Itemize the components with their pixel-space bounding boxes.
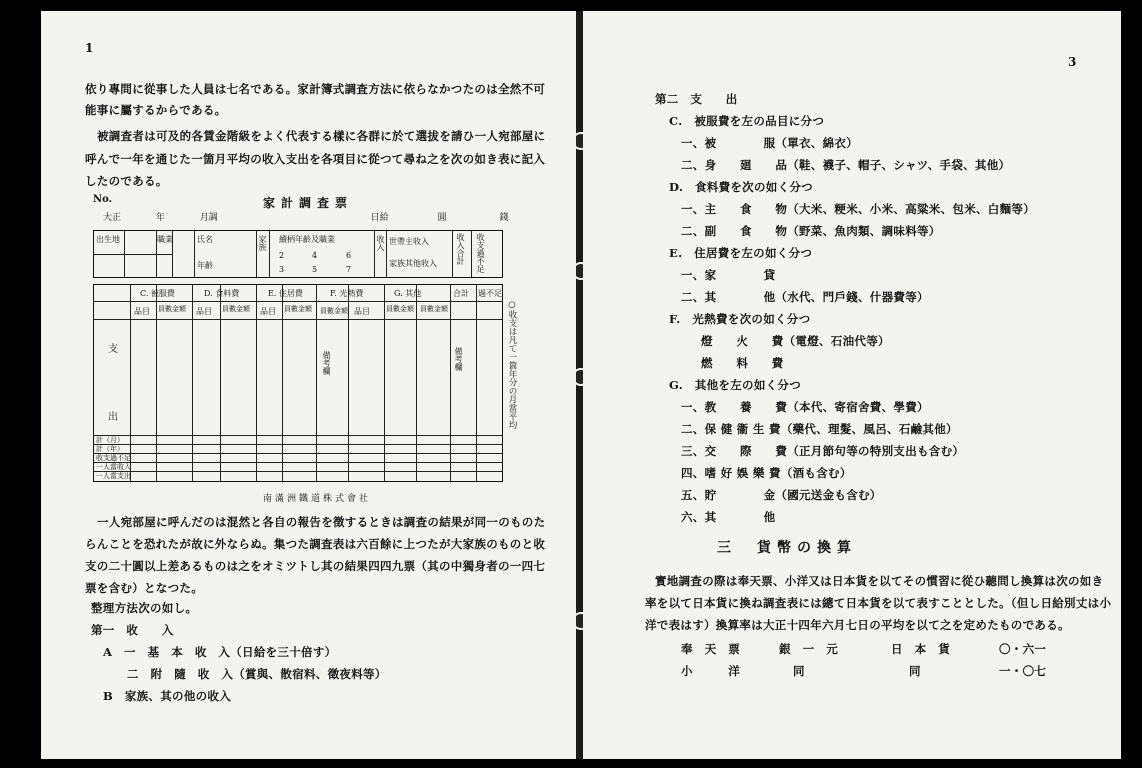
paragraph-line: 率を以て日本貨に換ね調査表には總て日本貨を以て表すこととした。（但し日給別丈は小 [645,596,1112,610]
rate-cell: 一・〇七 [999,664,1047,678]
paragraph-line: 洋で表はす）換算率は大正十四年六月七日の平均を以て之を定めたものである。 [645,618,1070,632]
header-cell-label: 家族其他收入 [389,259,437,268]
item-line: 六、其 他 [681,510,776,524]
date-label: 日給 [370,213,389,223]
rate-cell: 同 [793,664,805,678]
household-survey-form [93,194,557,502]
header-cell-label: 收入合計 [456,233,465,265]
item-line: 二、副 食 物（野菜、魚肉類、調味料等） [681,224,941,238]
paragraph-line: らんことを恐れたが故に外ならぬ。集つた調査表は六百餘に上つたが大家族のものと收 [85,537,546,551]
form-header-box [93,230,503,278]
paragraph-line: したのである。 [85,174,168,188]
column-header: E. 住居費 [268,289,303,298]
paragraph-line: 被調査者は可及的各賃金階級をよく代表する樣に各群に於て選拔を請ひ一人宛部屋に [97,129,546,143]
item-line: 五、貯 金（國元送金も含む） [681,488,882,502]
column-header: C. 被服費 [140,289,175,298]
item-line: 一、家 貸 [681,268,776,282]
header-cell-label: 世帶主收入 [389,237,429,246]
row-number: 3 [279,265,285,274]
remarks-label: 備考欄 [454,347,463,371]
sub-header: 員數金額 [158,305,186,313]
income-item: 二 附 隨 收 入（賞與、散宿料、徵夜料等） [127,667,387,681]
section-heading: 第二 支 出 [655,92,738,106]
sub-header: 品目 [354,307,370,316]
item-line: 一、被 服（單衣、綿衣） [681,136,858,150]
form-company-name: 南滿洲鐵道株式會社 [263,494,372,504]
form-number-label: No. [93,194,113,205]
column-header: D. 食料費 [204,289,240,298]
form-title: 家計調査票 [263,196,354,210]
paragraph-line: 依り專問に從事した人員は七名である。家計簿式調査方法に依らなかつたのは全然不可 [85,82,546,96]
income-item: A 一 基 本 收 入（日給を三十倍す） [103,645,337,659]
date-label: 錢 [499,213,509,223]
category-line: E. 住居費を左の如く分つ [669,246,813,260]
total-row-label: 收支過不足 [96,454,131,462]
item-line: 一、主 食 物（大米、粳米、小米、高粱米、包米、白麵等） [681,202,1035,216]
paragraph-line: 票を含む）となつた。 [85,581,203,595]
total-row-label: 計（年） [96,445,124,453]
rate-cell: 小 洋 [681,664,740,678]
item-line: 燃 料 費 [701,356,784,370]
column-header: F. 光熱費 [330,289,364,298]
income-item: B 家族、其の他の收入 [103,689,232,703]
category-line: F. 光熱費を次の如く分つ [669,312,811,326]
total-row-label: 一人當支出 [96,472,131,480]
sub-header: 品目 [260,307,276,316]
section-heading: 第一 收 入 [91,623,174,637]
row-number: 7 [346,265,352,274]
paragraph-line: 能事に屬するからである。 [85,103,227,117]
row-number: 6 [346,251,352,260]
item-line: 四、嗜 好 娛 樂 費（酒も含む） [681,466,852,480]
column-header: 合計 [453,289,469,298]
row-number: 2 [279,251,285,260]
page-number: 1 [85,41,94,55]
sub-header: 員數金額 [284,305,312,313]
category-line: G. 其他を左の如く分つ [669,378,802,392]
page-number: 3 [1068,55,1077,69]
sub-header: 員數金額 [386,305,414,313]
header-cell-label: 續柄年齡及職業 [279,235,335,244]
rate-cell: 同 [909,664,921,678]
total-row-label: 一人當收入 [96,463,131,471]
column-header: 過不足 [478,289,502,298]
left-page [41,11,576,759]
form-side-note: ○收支は凡て一箇年分の月當平均 [507,300,517,429]
rate-cell: 日 本 貨 [891,642,950,656]
sub-header: 員數金額 [420,305,448,313]
sub-header: 員數金額 [320,307,348,315]
header-cell-label: 年齡 [197,261,213,270]
date-label: 月調 [199,213,218,223]
item-line: 三、交 際 費（正月節句等の特別支出も含む） [681,444,965,458]
method-heading: 整理方法次の如し。 [91,601,198,615]
item-line: 二、其 他（水代、門戶錢、什器費等） [681,290,929,304]
category-line: D. 食料費を次の如く分つ [669,180,813,194]
column-header: G. 其他 [394,289,422,298]
item-line: 二、保 健 衞 生 費（藥代、理髮、風呂、石鹼其他） [681,422,958,436]
item-line: 一、教 養 費（本代、寄宿舍費、學費） [681,400,929,414]
paragraph-line: 支の二十圓以上差あるものは之をオミツトし其の結果四四九票（其の中獨身者の一四七 [85,559,546,573]
rate-cell: 〇・六一 [999,642,1047,656]
form-date-row [103,210,540,223]
remarks-label: 備考欄 [322,351,331,375]
header-cell-label: 氏名 [197,235,213,244]
rate-cell: 奉 天 票 [681,642,740,656]
date-label: 年 [155,213,165,223]
header-cell-label: 收支過不足 [476,233,485,273]
paragraph-line: 實地調査の際は奉天票、小洋又は日本貨を以てその慣習に從ひ聽問し換算は次の如き [655,574,1104,588]
row-number: 5 [312,265,318,274]
section-title: 三 貨幣の換算 [717,540,857,556]
sub-header: 員數金額 [222,305,250,313]
expense-table [93,284,503,482]
right-page [583,11,1121,759]
sub-header: 品目 [196,307,212,316]
row-number: 4 [312,251,318,260]
item-line: 二、身 廻 品（鞋、襪子、帽子、シャツ、手袋、其他） [681,158,1011,172]
sub-header: 品目 [134,307,150,316]
header-cell-label: 職業 [157,235,173,244]
date-label: 大正 [103,213,122,223]
paragraph-line: 呼んで一年を通じた一箇月平均の收入支出を各項目に從つて尋ね之を次の如き表に記入 [85,152,546,166]
item-line: 燈 火 費（電燈、石油代等） [701,334,890,348]
paragraph-line: 一人宛部屋に呼んだのは混然と各自の報告を徴するときは調査の結果が同一のものた [97,515,546,529]
row-label: 支 [108,344,118,355]
header-cell-label: 家族 [258,235,267,251]
header-cell-label: 收入 [376,235,385,251]
rate-cell: 銀 一 元 [779,642,838,656]
header-cell-label: 出生地 [96,235,120,244]
total-row-label: 計（月） [96,436,124,444]
row-label: 出 [108,412,118,423]
date-label: 圓 [437,213,447,223]
category-line: C. 被服費を左の品目に分つ [669,114,825,128]
